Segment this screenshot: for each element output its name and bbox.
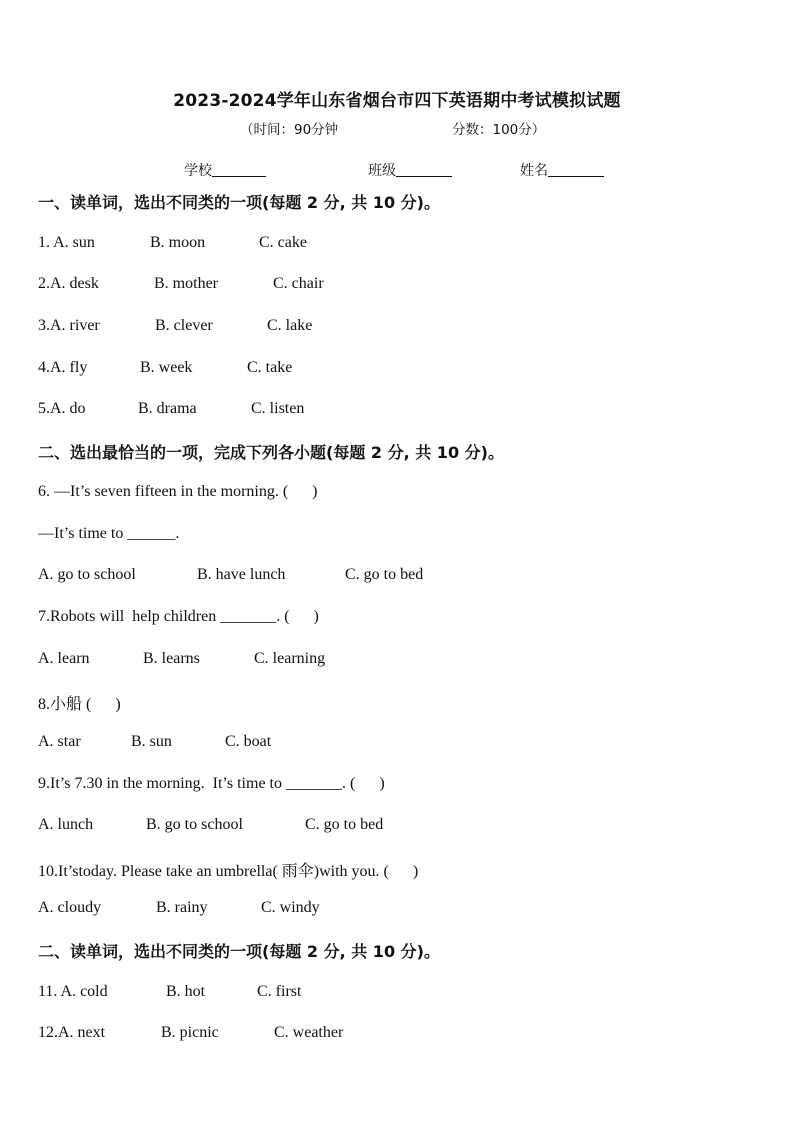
q9-stem: 9.It’s 7.30 in the morning. It’s time to _______. ( )	[38, 775, 385, 792]
q12-option-a: 12.A. next	[38, 1024, 106, 1041]
q6-option-a: A. go to school	[38, 566, 136, 583]
exam-time: （时间：90分钟	[240, 122, 339, 138]
q12-option-b: B. picnic	[161, 1024, 219, 1041]
q6-option-c: C. go to bed	[345, 566, 424, 583]
q1-option-c: C. cake	[259, 234, 307, 251]
q3-option-a: 3.A. river	[38, 317, 100, 334]
q8-option-a: A. star	[38, 733, 81, 750]
q7-stem: 7.Robots will help children _______. ( )	[38, 608, 319, 625]
q1-option-a: 1. A. sun	[38, 234, 95, 251]
q6-option-b: B. have lunch	[197, 566, 286, 583]
q11-option-a: 11. A. cold	[38, 983, 108, 1000]
q6-reply: —It’s time to ______.	[38, 525, 180, 542]
q4-option-c: C. take	[247, 359, 293, 376]
q1-option-b: B. moon	[150, 234, 206, 251]
q10-option-b: B. rainy	[156, 899, 208, 916]
q5-option-a: 5.A. do	[38, 400, 86, 417]
section-1-title: 一、读单词，选出不同类的一项(每题 2 分, 共 10 分)。	[38, 193, 440, 212]
school-field	[184, 160, 266, 180]
q8-option-b: B. sun	[131, 733, 172, 750]
q8-option-c: C. boat	[225, 733, 272, 750]
q11-option-c: C. first	[257, 983, 302, 1000]
section-3-title: 二、读单词，选出不同类的一项(每题 2 分, 共 10 分)。	[38, 942, 440, 961]
q3-option-c: C. lake	[267, 317, 313, 334]
q10-stem: 10.It’stoday. Please take an umbrella( 雨伞)with you. ( )	[38, 863, 419, 880]
school-label: 学校	[184, 163, 212, 179]
q4-option-a: 4.A. fly	[38, 359, 88, 376]
q8-stem: 8.小船 ( )	[38, 696, 121, 713]
q10-option-c: C. windy	[261, 899, 320, 916]
exam-score: 分数：100分）	[452, 122, 546, 138]
q10-option-a: A. cloudy	[38, 899, 102, 916]
name-label: 姓名	[520, 163, 548, 179]
q2-option-c: C. chair	[273, 275, 324, 292]
q7-option-c: C. learning	[254, 650, 326, 667]
q2-option-a: 2.A. desk	[38, 275, 99, 292]
q9-option-c: C. go to bed	[305, 816, 384, 833]
q12-option-c: C. weather	[274, 1024, 344, 1041]
class-field	[368, 160, 452, 180]
class-blank[interactable]	[396, 162, 452, 177]
page-title: 2023-2024学年山东省烟台市四下英语期中考试模拟试题	[173, 91, 621, 111]
q2-option-b: B. mother	[154, 275, 218, 292]
q5-option-b: B. drama	[138, 400, 197, 417]
name-field	[520, 160, 604, 180]
q4-option-b: B. week	[140, 359, 193, 376]
section-2-title: 二、选出最恰当的一项，完成下列各小题(每题 2 分, 共 10 分)。	[38, 443, 504, 462]
q5-option-c: C. listen	[251, 400, 305, 417]
name-blank[interactable]	[548, 162, 604, 177]
q9-option-a: A. lunch	[38, 816, 94, 833]
class-label: 班级	[368, 163, 396, 179]
school-blank[interactable]	[212, 162, 266, 177]
q6-stem: 6. —It’s seven fifteen in the morning. ( )	[38, 483, 318, 500]
q9-option-b: B. go to school	[146, 816, 243, 833]
q11-option-b: B. hot	[166, 983, 206, 1000]
q7-option-b: B. learns	[143, 650, 200, 667]
q3-option-b: B. clever	[155, 317, 213, 334]
q7-option-a: A. learn	[38, 650, 90, 667]
